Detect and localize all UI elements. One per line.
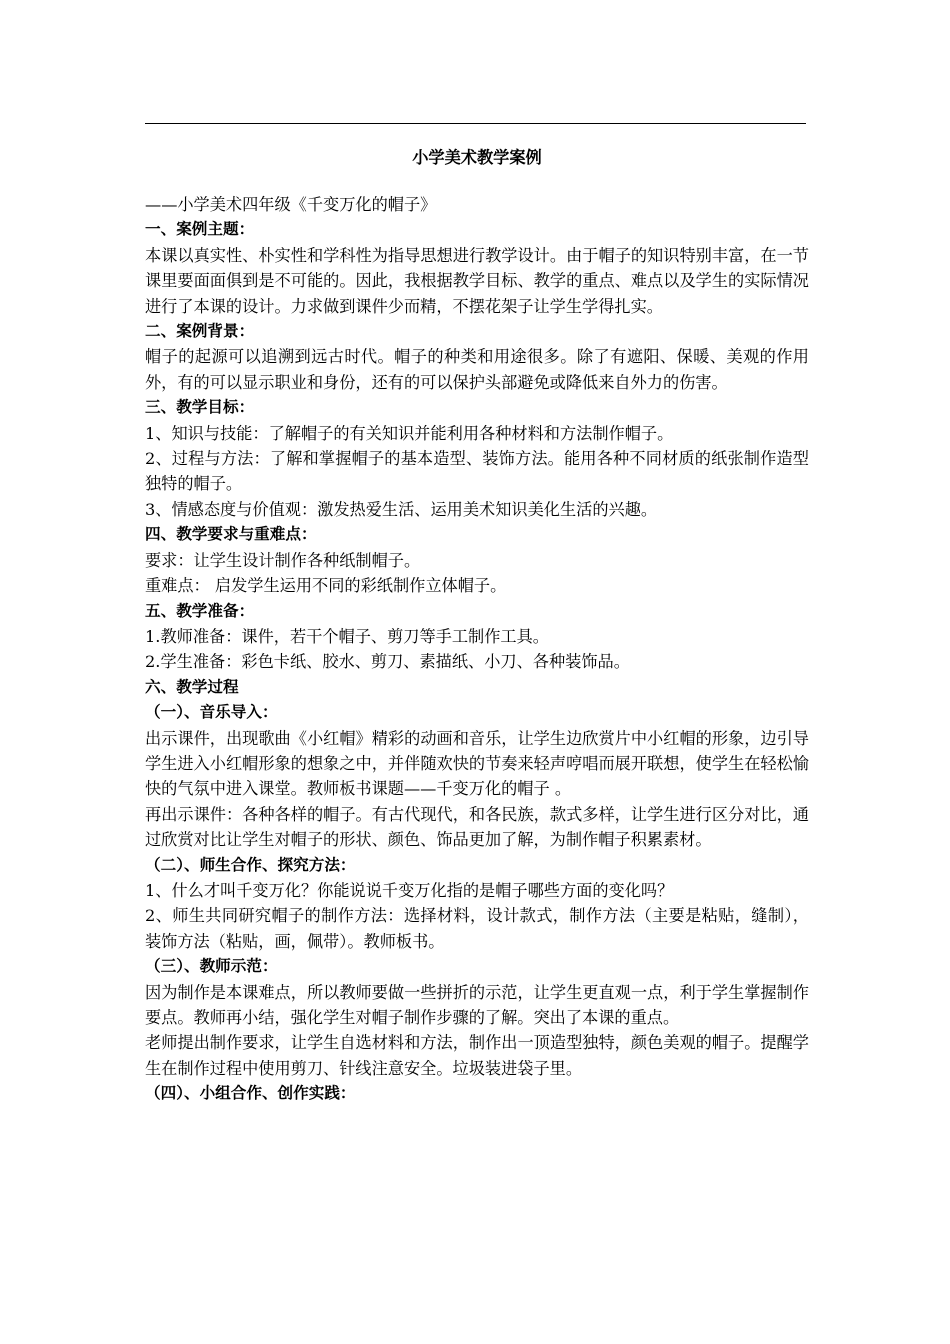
section-heading: （二）、师生合作、探究方法：: [145, 855, 356, 874]
section-heading: 六、教学过程: [145, 677, 239, 696]
paragraph: 3、情感态度与价值观：激发热爱生活、运用美术知识美化生活的兴趣。: [145, 499, 658, 519]
section-heading: （四）、小组合作、创作实践：: [145, 1084, 356, 1103]
paragraph: 1、什么才叫千变万化？你能说说千变万化指的是帽子哪些方面的变化吗？: [145, 880, 674, 900]
document-body: [145, 143, 809, 1107]
paragraph: 2.学生准备：彩色卡纸、胶水、剪刀、素描纸、小刀、各种装饰品。: [145, 652, 630, 672]
section-heading: 一、案例主题：: [145, 220, 255, 239]
paragraph: 要求：让学生设计制作各种纸制帽子。: [145, 550, 421, 570]
document-title: 小学美术教学案例: [412, 148, 542, 167]
section-heading: 五、教学准备：: [145, 601, 255, 620]
section-heading: （三）、教师示范：: [145, 957, 278, 976]
header-rule: [145, 123, 806, 124]
paragraph: 因为制作是本课难点，所以教师要做一些拼折的示范，让学生更直观一点，利于学生掌握制作要点。教师再小结，强化学生对帽子制作步骤的了解。突出了本课的重点。: [145, 982, 809, 1027]
paragraph: 再出示课件：各种各样的帽子。有古代现代，和各民族，款式多样，让学生进行区分对比，通过欣赏对比让学生对帽子的形状、颜色、饰品更加了解，为制作帽子积累素材。: [145, 804, 809, 850]
paragraph: 1、知识与技能：了解帽子的有关知识并能利用各种材料和方法制作帽子。: [145, 423, 674, 443]
section-heading: 四、教学要求与重难点：: [145, 525, 317, 544]
section-heading: （一）、音乐导入：: [145, 703, 278, 722]
paragraph: 出示课件，出现歌曲《小红帽》精彩的动画和音乐，让学生边欣赏片中小红帽的形象，边引导学生进入小红帽形象的想象之中，并伴随欢快的节奏来轻声哼唱而展开联想，使学生在轻松愉快的气氛中进入课堂。教师板书课题——千变万化的帽子 。: [145, 728, 809, 799]
paragraph: 本课以真实性、朴实性和学科性为指导思想进行教学设计。由于帽子的知识特别丰富，在一节课里要面面俱到是不可能的。因此，我根据教学目标、教学的重点、难点以及学生的实际情况进行了本课的设计。力求做到课件少而精，不摆花架子让学生学得扎实。: [145, 245, 809, 316]
section-heading: 三、教学目标：: [145, 398, 255, 417]
paragraph: 2、过程与方法：了解和掌握帽子的基本造型、装饰方法。能用各种不同材质的纸张制作造型独特的帽子。: [145, 449, 809, 494]
paragraph: 帽子的起源可以追溯到远古时代。帽子的种类和用途很多。除了有遮阳、保暖、美观的作用外，有的可以显示职业和身份，还有的可以保护头部避免或降低来自外力的伤害。: [145, 347, 809, 392]
document-subtitle: ——小学美术四年级《千变万化的帽子》: [145, 195, 437, 214]
paragraph: 1.教师准备：课件，若干个帽子、剪刀等手工制作工具。: [145, 626, 549, 646]
section-heading: 二、案例背景：: [145, 322, 255, 341]
paragraph: 重难点： 启发学生运用不同的彩纸制作立体帽子。: [145, 576, 507, 596]
paragraph: 2、师生共同研究帽子的制作方法：选择材料，设计款式，制作方法（主要是粘贴，缝制），装饰方法（粘贴，画，佩带）。教师板书。: [145, 906, 809, 951]
paragraph: 老师提出制作要求，让学生自选材料和方法，制作出一顶造型独特，颜色美观的帽子。提醒学生在制作过程中使用剪刀、针线注意安全。垃圾装进袋子里。: [145, 1033, 809, 1078]
